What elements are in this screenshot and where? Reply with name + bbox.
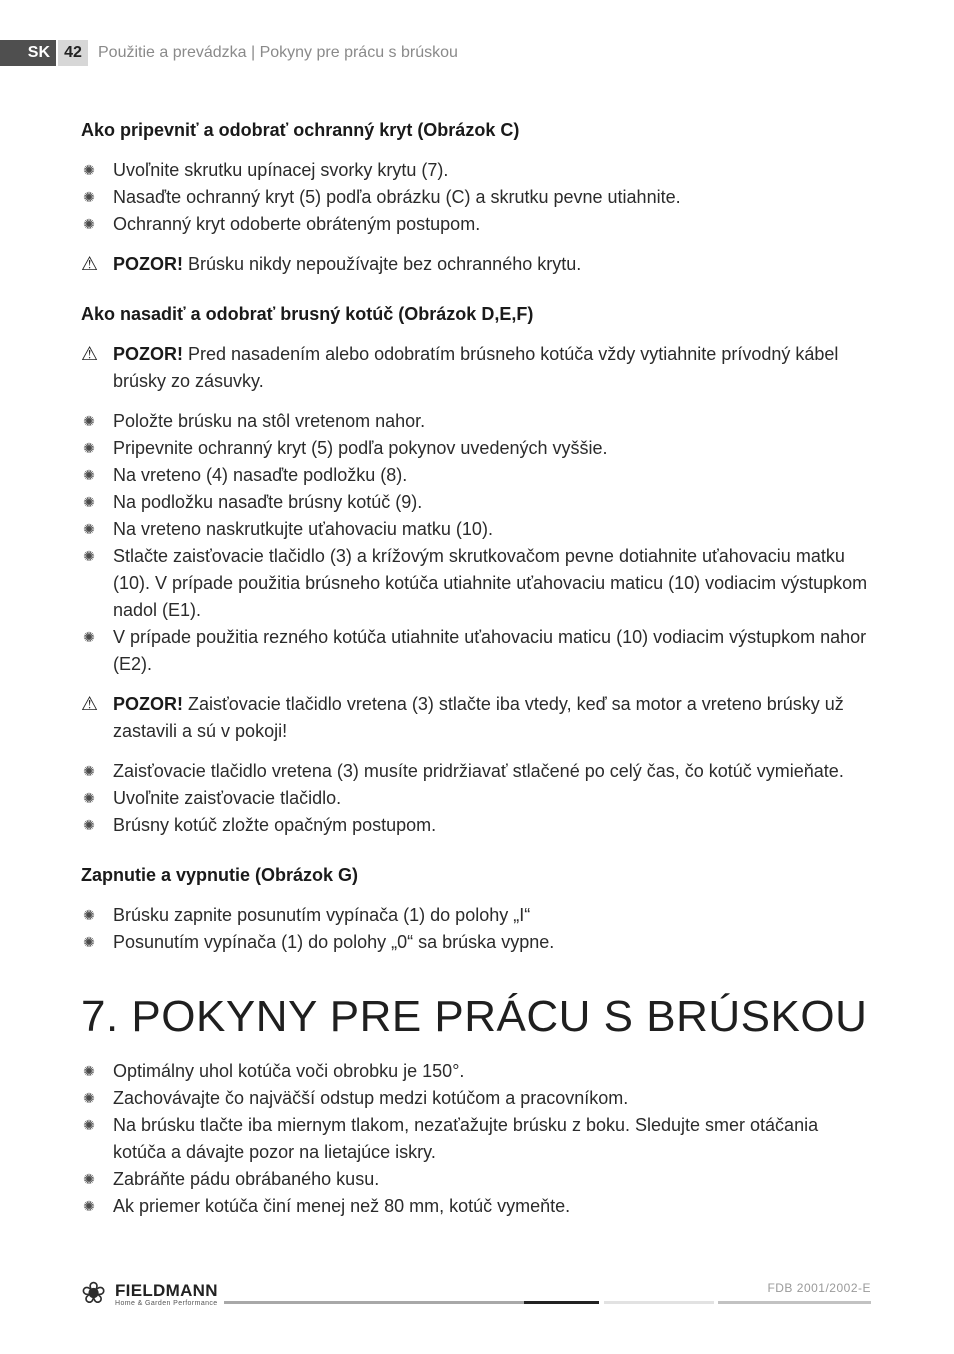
list-item: ✺ Zabráňte pádu obrábaného kusu. [81,1166,871,1193]
gear-bullet-icon: ✺ [83,467,95,483]
list-item: ✺ Zaisťovacie tlačidlo vretena (3) musíte pridržiavať stlačené po celý čas, čo kotúč vymieňate. [81,758,871,785]
gear-bullet-icon: ✺ [83,1117,95,1133]
list-item: ✺ Uvoľnite zaisťovacie tlačidlo. [81,785,871,812]
list-item: ✺ Stlačte zaisťovacie tlačidlo (3) a krížovým skrutkovačom pevne dotiahnite uťahovaciu matku (10). V prípade použitia brúsneho kotúča utiahnite uťahovaciu maticu (10) vodiacim výstupkom nadol (E1). [81,543,871,624]
list-item: ✺ Nasaďte ochranný kryt (5) podľa obrázku (C) a skrutku pevne utiahnite. [81,184,871,211]
gear-bullet-icon: ✺ [83,934,95,950]
switch-steps-list [81,902,871,956]
gear-bullet-icon: ✺ [83,1171,95,1187]
warning-label: POZOR! [113,254,183,274]
list-item: ✺ Ak priemer kotúča činí menej než 80 mm, kotúč vymeňte. [81,1193,871,1220]
list-item: ✺ Ochranný kryt odoberte obráteným postupom. [81,211,871,238]
warning-label: POZOR! [113,344,183,364]
gear-bullet-icon: ✺ [83,1090,95,1106]
gear-bullet-icon: ✺ [83,629,95,645]
logo-tagline: Home & Garden Performance [115,1300,218,1307]
list-item: ✺ Na vreteno (4) nasaďte podložku (8). [81,462,871,489]
list-item: ✺ Pripevnite ochranný kryt (5) podľa pokynov uvedených vyššie. [81,435,871,462]
list-item: ✺ Položte brúsku na stôl vretenom nahor. [81,408,871,435]
page-content [81,120,871,1220]
list-item: ✺ Optimálny uhol kotúča voči obrobku je 150°. [81,1058,871,1085]
gear-bullet-icon: ✺ [83,189,95,205]
gear-bullet-icon: ✺ [83,1063,95,1079]
gear-bullet-icon: ✺ [83,907,95,923]
footer-divider [718,1301,871,1304]
list-item: ✺ Uvoľnite skrutku upínacej svorky krytu (7). [81,157,871,184]
gear-bullet-icon: ✺ [83,413,95,429]
warning-note [81,691,871,745]
gear-bullet-icon: ✺ [83,817,95,833]
chapter-title: 7. POKYNY PRE PRÁCU S BRÚSKOU [81,992,868,1041]
list-item: ✺ Zachovávajte čo najväčší odstup medzi kotúčom a pracovníkom. [81,1085,871,1112]
disc-steps-list [81,408,871,678]
warning-text: Zaisťovacie tlačidlo vretena (3) stlačte iba vtedy, keď sa motor a vreteno brúsky už zastavili a sú v pokoji! [113,694,844,741]
footer-divider [224,1301,524,1304]
gear-bullet-icon: ✺ [83,790,95,806]
warning-triangle-icon: ⚠ [81,344,99,365]
language-badge: SK [0,40,56,66]
list-item: ✺ Na vreteno naskrutkujte uťahovaciu matku (10). [81,516,871,543]
warning-note [81,251,871,278]
fan-logo-icon: ❀ [81,1277,107,1310]
list-item: ✺ Brúsku zapnite posunutím vypínača (1) do polohy „I“ [81,902,871,929]
page-footer [0,1270,954,1330]
guard-steps-list [81,157,871,238]
fieldmann-logo [81,1278,231,1312]
model-code: FDB 2001/2002-E [767,1281,871,1295]
footer-divider-accent [524,1301,599,1304]
gear-bullet-icon: ✺ [83,521,95,537]
disc-steps-list-2 [81,758,871,839]
warning-note [81,341,871,395]
chapter-instructions-list [81,1058,871,1220]
gear-bullet-icon: ✺ [83,548,95,564]
page-header [0,40,954,66]
gear-bullet-icon: ✺ [83,763,95,779]
warning-triangle-icon: ⚠ [81,254,99,275]
warning-text: Pred nasadením alebo odobratím brúsneho kotúča vždy vytiahnite prívodný kábel brúsky zo zásuvky. [113,344,839,391]
list-item: ✺ Na podložku nasaďte brúsny kotúč (9). [81,489,871,516]
warning-label: POZOR! [113,694,183,714]
logo-brand: FIELDMANN [115,1281,218,1300]
warning-triangle-icon: ⚠ [81,694,99,715]
gear-bullet-icon: ✺ [83,440,95,456]
gear-bullet-icon: ✺ [83,1198,95,1214]
warning-text: Brúsku nikdy nepoužívajte bez ochranného krytu. [183,254,582,274]
gear-bullet-icon: ✺ [83,216,95,232]
footer-divider [604,1301,714,1304]
page-number: 42 [58,40,88,66]
list-item: ✺ Posunutím vypínača (1) do polohy „0“ sa brúska vypne. [81,929,871,956]
list-item: ✺ Na brúsku tlačte iba miernym tlakom, nezaťažujte brúsku z boku. Sledujte smer otáčania kotúča a dávajte pozor na lietajúce iskry. [81,1112,871,1166]
section-heading-guard: Ako pripevniť a odobrať ochranný kryt (Obrázok C) [81,120,520,140]
gear-bullet-icon: ✺ [83,162,95,178]
section-heading-switch: Zapnutie a vypnutie (Obrázok G) [81,865,359,885]
header-title: Použitie a prevádzka | Pokyny pre prácu s brúskou [98,44,458,61]
list-item: ✺ V prípade použitia rezného kotúča utiahnite uťahovaciu maticu (10) vodiacim výstupkom nahor (E2). [81,624,871,678]
list-item: ✺ Brúsny kotúč zložte opačným postupom. [81,812,871,839]
section-heading-disc: Ako nasadiť a odobrať brusný kotúč (Obrázok D,E,F) [81,304,534,324]
gear-bullet-icon: ✺ [83,494,95,510]
